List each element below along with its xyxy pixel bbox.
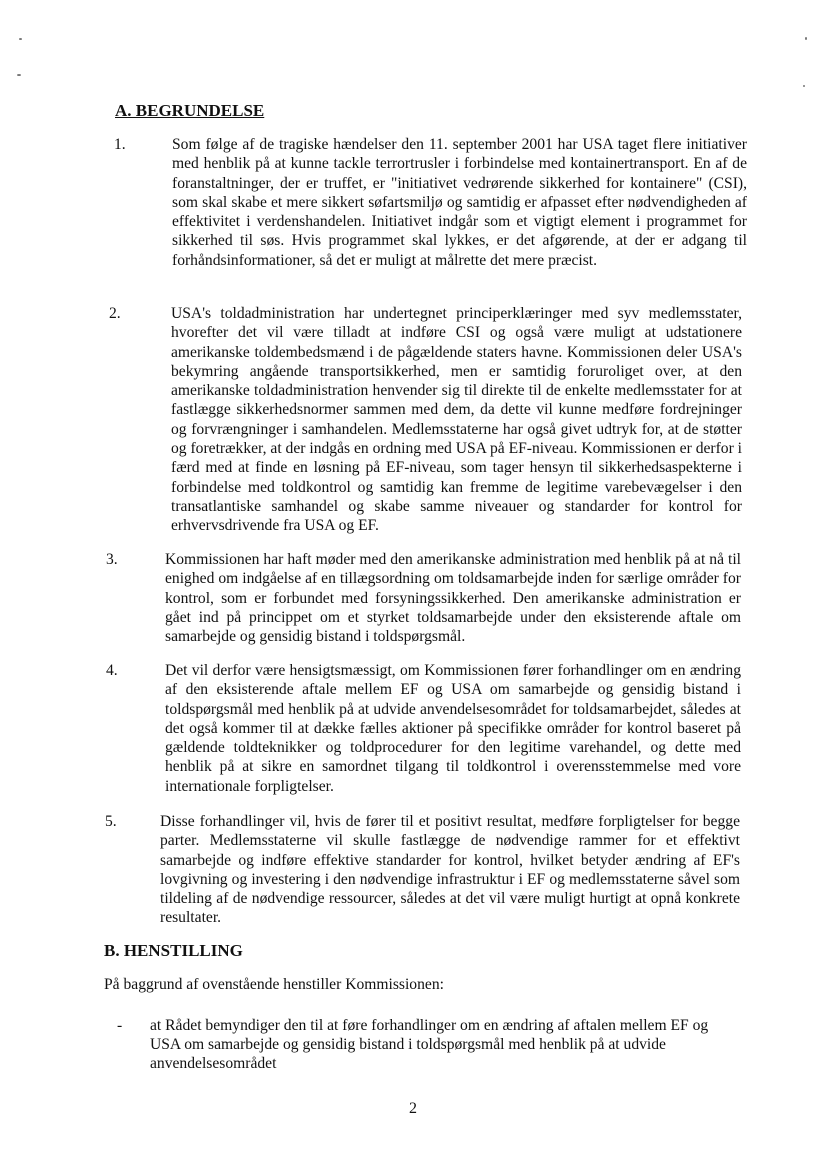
paragraph-number: 4.	[106, 662, 118, 679]
list-bullet: -	[117, 1017, 123, 1034]
paragraph-3	[106, 550, 741, 646]
scan-speck	[17, 74, 21, 76]
paragraph-4	[106, 661, 741, 796]
paragraph-2	[109, 304, 743, 536]
paragraph-text: Disse forhandlinger vil, hvis de fører til et positivt resultat, medføre forpligtelser for begge parter. Medlemsstaterne vil skulle fastlægge de nødvendige rammer for et effektivt samarbejde og indføre effektive standarder for kontrol, hvilket betyder ændring af EF's lovgivning og investering i den nødvendige infrastruktur i EF og medlemsstaterne såvel som tildeling af de nødvendige ressourcer, således at det vil være muligt hurtigt at opnå konkrete resultater.	[160, 813, 740, 927]
paragraph-text: Kommissionen har haft møder med den amerikanske administration med henblik på at nå til enighed om indgåelse af en tillægsordning om toldsamarbejde inden for særlige områder for kontrol, som er forbundet med forsyningssikkerhed. Den amerikanske administration er gået ind på princippet om et styrket toldsamarbejde under den eksisterende aftale om samarbejde og gensidig bistand i toldspørgsmål.	[165, 551, 741, 646]
paragraph-number: 5.	[105, 813, 117, 830]
paragraph-text: Som følge af de tragiske hændelser den 11. september 2001 har USA taget flere initiativer med henblik på at kunne tackle terrortrusler i forbindelse med kontainertransport. En af de foranstaltninger, der er truffet, er "initiativet vedrørende sikkerhed for kontainere" (CSI), som skal skabe et mere sikkert søfartsmiljø og samtidig er afpasset efter nødvendigheden af effektivitet i verdenshandelen. Initiativet indgår som et vigtigt element i programmet for sikkerhed til søs. Hvis programmet skal lykkes, er det afgørende, at der er adgang til forhåndsinformationer, så det er muligt at målrette det mere præcist.	[172, 136, 747, 269]
recommendation-item	[117, 1017, 732, 1073]
section-a-heading: A. BEGRUNDELSE	[115, 101, 265, 120]
paragraph-number: 1.	[114, 136, 126, 153]
paragraph-text: Det vil derfor være hensigtsmæssigt, om Kommissionen fører forhandlinger om en ændring af den eksisterende aftale mellem EF og USA om samarbejde og gensidig bistand i toldspørgsmål med henblik på at udvide anvendelsesområdet for toldsamarbejdet, således at det også kommer til at dække fælles aktioner på specifikke områder for kontrol baseret på gældende toldteknikker og toldprocedurer for den legitime varehandel, og dette med henblik på at sikre en samordnet tilgang til toldkontrol i overensstemmelse med vore internationale forpligtelser.	[165, 662, 741, 795]
scan-speck	[19, 38, 22, 40]
scan-speck	[805, 37, 807, 40]
paragraph-1	[114, 135, 747, 270]
page-number: 2	[409, 1100, 417, 1117]
recommendation-text: at Rådet bemyndiger den til at føre forhandlinger om en ændring af aftalen mellem EF og USA om samarbejde og gensidig bistand i toldspørgsmål med henblik på at udvide anvendelsesområdet	[150, 1017, 709, 1072]
paragraph-text: USA's toldadministration har undertegnet principerklæringer med syv medlemsstater, hvorefter det vil være tilladt at indføre CSI og også være muligt at udstationere amerikanske toldembedsmænd i de pågældende staters havne. Kommissionen deler USA's bekymring angående transportsikkerhed, men er samtidig foruroliget over, at den amerikanske toldadministration henvender sig til direkte til de enkelte medlemsstater for at fastlægge sikkerhedsnormer sammen med dem, da dette vil kunne medføre fordrejninger og forvrængninger i samhandelen. Medlemsstaterne har også givet udtryk for, at de støtter og foretrækker, at der indgås en ordning med USA på EF-niveau. Kommissionen er derfor i færd med at finde en løsning på EF-niveau, som tager hensyn til sikkerhedsaspekterne i forbindelse med toldkontrol og samtidig kan fremme de legitime varebevægelser i den transatlantiske samhandel og skabe samme niveauer og standarder for kontrol for erhvervsdrivende fra USA og EF.	[171, 305, 743, 535]
paragraph-5	[105, 812, 740, 928]
recommendation-intro: På baggrund af ovenstående henstiller Kommissionen:	[104, 976, 444, 993]
section-b-heading: B. HENSTILLING	[104, 941, 243, 960]
paragraph-number: 3.	[106, 551, 118, 568]
paragraph-number: 2.	[109, 305, 121, 322]
scan-speck	[803, 85, 805, 87]
